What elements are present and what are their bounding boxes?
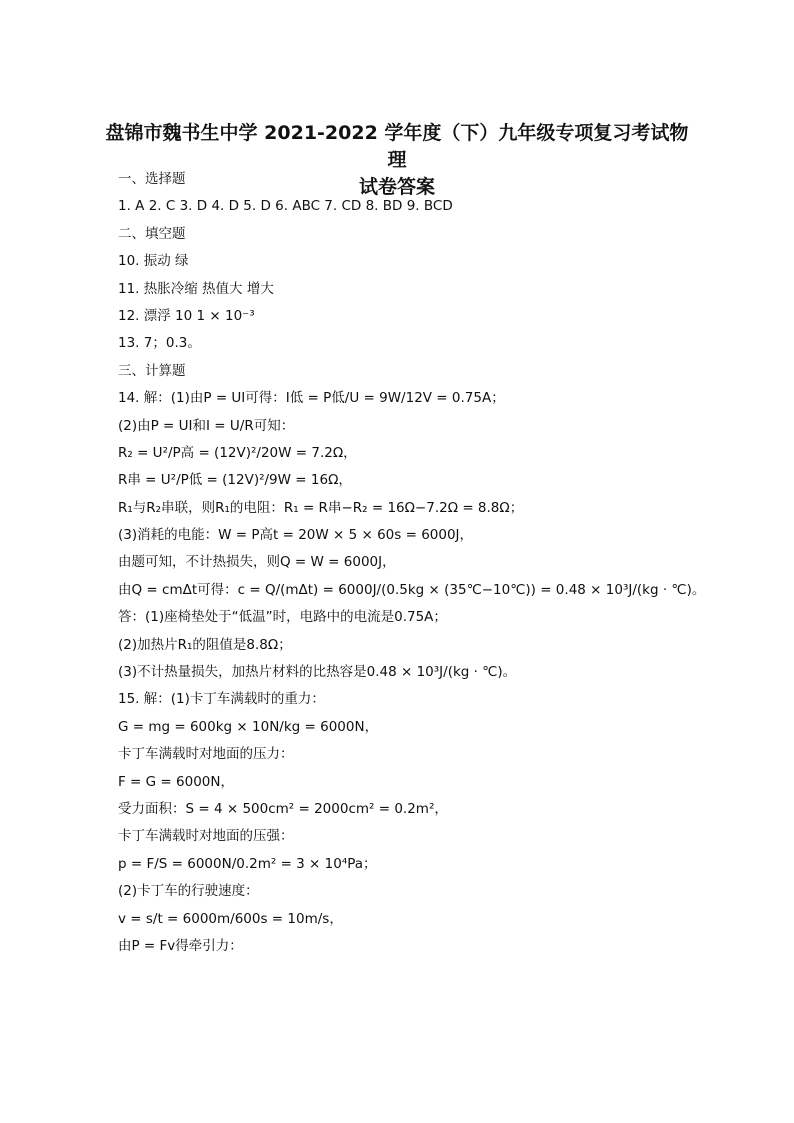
solution-line: R串 = U²/P低 = (12V)²/9W = 16Ω， <box>118 472 352 489</box>
solution-line: (3)不计热量损失，加热片材料的比热容是0.48 × 10³J/(kg · ℃)。 <box>118 664 517 681</box>
solution-line: 卡丁车满载时对地面的压强： <box>118 828 294 845</box>
solution-line: v = s/t = 6000m/600s = 10m/s， <box>118 910 343 927</box>
solution-line: (3)消耗的电能：W = P高t = 20W × 5 × 60s = 6000J， <box>118 527 474 544</box>
section-heading-fill: 二、填空题 <box>118 225 186 242</box>
solution-line: (2)由P = UI和I = U/R可知： <box>118 417 295 434</box>
solution-line: (2)卡丁车的行驶速度： <box>118 883 259 900</box>
page-title-line-2: 试卷答案 <box>358 176 435 198</box>
solution-line: R₂ = U²/P高 = (12V)²/20W = 7.2Ω， <box>118 444 357 461</box>
solution-line: 答：(1)座椅垫处于“低温”时，电路中的电流是0.75A； <box>118 609 447 626</box>
solution-line: 由Q = cmΔt可得：c = Q/(mΔt) = 6000J/(0.5kg × (35℃−10℃)) = 0.48 × 10³J/(kg · ℃)。 <box>118 581 706 598</box>
solution-line: G = mg = 600kg × 10N/kg = 6000N， <box>118 718 379 735</box>
answer-line-10: 10. 振动 绿 <box>118 253 189 270</box>
answer-line-11: 11. 热胀冷缩 热值大 增大 <box>118 280 274 297</box>
solution-line: 15. 解：(1)卡丁车满载时的重力： <box>118 691 325 708</box>
answer-line-choice: 1. A 2. C 3. D 4. D 5. D 6. ABC 7. CD 8. BD 9. BCD <box>118 198 453 215</box>
solution-line: 卡丁车满载时对地面的压力： <box>118 746 294 763</box>
solution-line: 受力面积：S = 4 × 500cm² = 2000cm² = 0.2m²， <box>118 800 448 817</box>
answer-body <box>118 166 718 960</box>
solution-line: p = F/S = 6000N/0.2m² = 3 × 10⁴Pa； <box>118 855 377 872</box>
answer-line-12: 12. 漂浮 10 1 × 10⁻³ <box>118 307 255 324</box>
section-heading-choice: 一、选择题 <box>118 171 186 187</box>
solution-line: 由P = Fv得牵引力： <box>118 937 243 954</box>
solution-line: F = G = 6000N， <box>118 773 234 790</box>
answer-line-13: 13. 7；0.3。 <box>118 335 201 352</box>
solution-line: R₁与R₂串联，则R₁的电阻：R₁ = R串−R₂ = 16Ω−7.2Ω = 8.8Ω； <box>118 499 524 516</box>
solution-line: (2)加热片R₁的阻值是8.8Ω； <box>118 636 292 653</box>
solution-line: 由题可知，不计热损失，则Q = W = 6000J， <box>118 554 396 571</box>
page-title-line-1: 盘锦市魏书生中学 2021-2022 学年度（下）九年级专项复习考试物理 <box>105 122 689 171</box>
solution-line: 14. 解：(1)由P = UI可得：I低 = P低/U = 9W/12V = 0.75A； <box>118 390 505 407</box>
section-heading-calc: 三、计算题 <box>118 362 186 379</box>
